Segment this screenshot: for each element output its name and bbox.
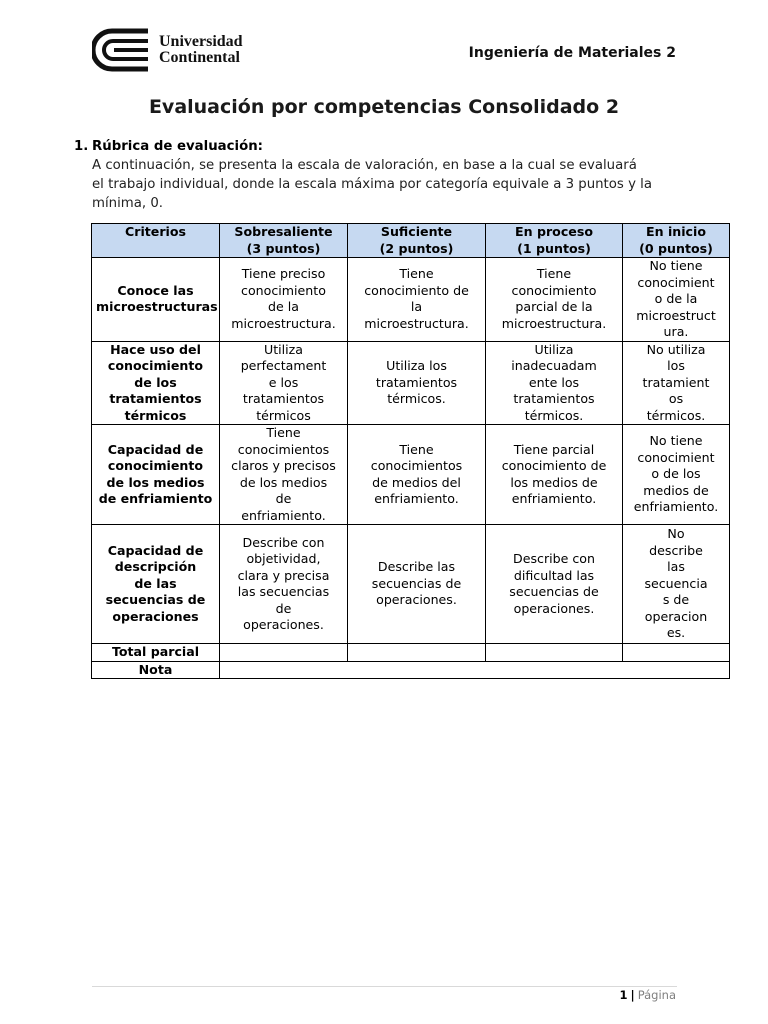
table-row — [92, 525, 730, 644]
university-logo-mark — [92, 28, 150, 72]
table-row — [92, 425, 730, 525]
cell-line: operacion — [644, 608, 708, 624]
paragraph-line: el trabajo individual, donde la escala máxima por categoría equivale a 3 puntos y la — [92, 177, 653, 192]
cell-line: No tiene — [649, 433, 703, 449]
criterion-cell — [92, 341, 220, 425]
cell-line: o de la — [654, 291, 698, 306]
cell-line: la — [410, 299, 423, 315]
cell-line: ente los — [528, 374, 580, 390]
level-3-cell — [220, 425, 348, 525]
cell-line: de las — [134, 575, 177, 591]
cell-line: clara y precisa — [237, 567, 330, 583]
cell-line: parcial de la — [515, 299, 593, 315]
cell-line: Hace uso del — [110, 341, 201, 357]
cell-line: enfriamiento. — [374, 491, 459, 506]
cell-line: secuencias de — [509, 584, 599, 599]
cell-line: Capacidad de — [107, 542, 204, 558]
section-number: 1. — [74, 139, 89, 154]
level-1-cell — [486, 425, 623, 525]
level-2-cell — [348, 341, 486, 425]
cell-line: conocimient — [637, 449, 715, 465]
cell-line: Tiene — [266, 425, 301, 440]
cell-line: tratamientos — [513, 391, 595, 406]
rubric-table — [91, 223, 730, 679]
paragraph-line: mínima, 0. — [92, 196, 164, 211]
level-3-cell — [220, 525, 348, 644]
university-name-line2: Continental — [159, 49, 240, 66]
cell-line: e los — [268, 374, 299, 390]
cell-line: los medios de — [510, 474, 598, 490]
cell-line: de la — [268, 299, 299, 315]
cell-line: conocimiento — [511, 282, 597, 298]
cell-line: es. — [666, 625, 686, 641]
cell-line: conocimiento de — [501, 458, 607, 473]
cell-line: de los — [134, 374, 177, 390]
cell-line: tratamientos — [375, 374, 458, 390]
cell-line: No — [667, 526, 685, 542]
level-0-cell — [623, 341, 730, 425]
cell-line: secuencias de — [105, 592, 206, 608]
cell-line: Utiliza — [264, 341, 303, 357]
section-paragraph — [92, 156, 694, 213]
cell-line: las secuencias — [237, 584, 330, 599]
cell-line: Describe con — [513, 551, 595, 566]
cell-line: térmicos — [124, 407, 187, 423]
cell-line: conocimiento de — [364, 282, 469, 298]
cell-line: térmicos. — [524, 407, 584, 423]
cell-line: enfriamiento. — [241, 507, 326, 523]
criterion-cell — [92, 525, 220, 644]
cell-line: Tiene — [399, 441, 434, 457]
cell-line: Describe con — [242, 534, 325, 550]
header-suficiente: Suficiente (2 puntos) — [348, 224, 486, 258]
cell-line: operaciones. — [243, 617, 324, 632]
cell-line: microestructuras — [96, 299, 218, 315]
cell-line: microestructura. — [231, 315, 336, 331]
header-en-proceso: En proceso (1 puntos) — [486, 224, 623, 258]
cell-line: térmicos. — [646, 407, 706, 423]
cell-line: Tiene — [399, 266, 434, 282]
cell-line: operaciones. — [376, 592, 457, 608]
table-header-row — [92, 224, 730, 258]
university-name — [159, 34, 243, 66]
level-1-cell — [486, 525, 623, 644]
cell-line: secuencias de — [371, 575, 462, 591]
level-1-cell — [486, 341, 623, 425]
total-cell — [348, 644, 486, 662]
course-name: Ingeniería de Materiales 2 — [468, 45, 676, 61]
cell-line: inadecuadam — [511, 358, 597, 373]
cell-line: microestructura. — [364, 315, 469, 331]
cell-line: microestructura. — [501, 315, 607, 331]
level-3-cell — [220, 341, 348, 425]
cell-line: de — [275, 600, 292, 616]
cell-line: Utiliza — [534, 341, 574, 357]
header-sobresaliente: Sobresaliente (3 puntos) — [220, 224, 348, 258]
cell-line: térmicos — [256, 407, 311, 423]
level-0-cell — [623, 525, 730, 644]
criterion-cell — [92, 258, 220, 342]
level-3-cell — [220, 258, 348, 342]
cell-line: s de — [662, 592, 690, 608]
page-footer — [619, 988, 676, 1002]
cell-line: No utiliza — [646, 341, 706, 357]
footer-divider — [92, 986, 677, 987]
cell-line: Tiene parcial — [513, 441, 595, 457]
footer-separator: | — [630, 988, 635, 1002]
cell-line: conocimiento — [241, 282, 326, 298]
level-1-cell — [486, 258, 623, 342]
cell-line: microestruct — [636, 307, 716, 323]
cell-line: de enfriamiento — [98, 491, 213, 506]
cell-line: descripción — [114, 559, 197, 575]
cell-line: operaciones. — [513, 600, 595, 616]
cell-line: describe — [649, 542, 703, 558]
cell-line: secuencia — [644, 575, 708, 591]
total-cell — [623, 644, 730, 662]
level-2-cell — [348, 525, 486, 644]
cell-line: tratamientos — [242, 391, 325, 406]
cell-line: los — [667, 358, 685, 373]
header-en-inicio: En inicio (0 puntos) — [623, 224, 730, 258]
cell-line: objetividad, — [246, 551, 321, 566]
cell-line: operaciones — [112, 608, 199, 624]
cell-line: térmicos. — [387, 391, 446, 406]
cell-line: medios de — [643, 482, 709, 498]
cell-line: ura. — [663, 324, 689, 339]
cell-line: de medios del — [372, 474, 461, 490]
criterion-cell — [92, 425, 220, 525]
level-2-cell — [348, 258, 486, 342]
paragraph-line: A continuación, se presenta la escala de valoración, en base a la cual se evaluará — [92, 158, 637, 173]
cell-line: tratamientos — [109, 391, 202, 406]
cell-line: enfriamiento. — [633, 499, 719, 515]
rubric-section — [74, 137, 694, 213]
cell-line: Describe las — [377, 559, 456, 575]
section-heading: Rúbrica de evaluación: — [92, 139, 264, 154]
cell-line: conocimientos — [370, 458, 463, 473]
cell-line: las — [667, 559, 685, 575]
table-row — [92, 341, 730, 425]
cell-line: perfectament — [240, 358, 327, 373]
cell-line: tratamient — [642, 374, 710, 390]
cell-line: de — [275, 491, 292, 506]
level-0-cell — [623, 425, 730, 525]
cell-line: Conoce las — [117, 282, 194, 298]
cell-line: Tiene — [536, 266, 572, 282]
table-row — [92, 258, 730, 342]
cell-line: dificultad las — [513, 567, 595, 583]
page-number: 1 — [619, 988, 628, 1002]
cell-line: conocimiento — [107, 458, 204, 473]
cell-line: No tiene — [649, 258, 703, 273]
nota-cell — [220, 661, 730, 679]
total-parcial-row — [92, 644, 730, 662]
total-parcial-label: Total parcial — [92, 644, 220, 662]
level-0-cell — [623, 258, 730, 342]
cell-line: os — [668, 391, 684, 406]
cell-line: o de los — [651, 466, 701, 482]
total-cell — [220, 644, 348, 662]
nota-label: Nota — [92, 661, 220, 679]
cell-line: enfriamiento. — [511, 491, 597, 506]
university-logo — [92, 28, 252, 72]
cell-line: Tiene preciso — [241, 266, 326, 282]
page-label: Página — [637, 988, 676, 1002]
nota-row — [92, 661, 730, 679]
cell-line: Utiliza los — [386, 358, 447, 373]
university-name-line1: Universidad — [159, 33, 243, 50]
level-2-cell — [348, 425, 486, 525]
cell-line: conocimiento — [107, 358, 204, 373]
total-cell — [486, 644, 623, 662]
document-title: Evaluación por competencias Consolidado 2 — [148, 96, 620, 118]
cell-line: claros y precisos — [231, 458, 336, 473]
cell-line: de los medios — [239, 474, 328, 490]
cell-line: conocimientos — [237, 441, 330, 457]
cell-line: de los medios — [106, 474, 205, 490]
cell-line: conocimient — [637, 274, 715, 290]
cell-line: Capacidad de — [107, 441, 204, 457]
header-criterios: Criterios — [92, 224, 220, 258]
